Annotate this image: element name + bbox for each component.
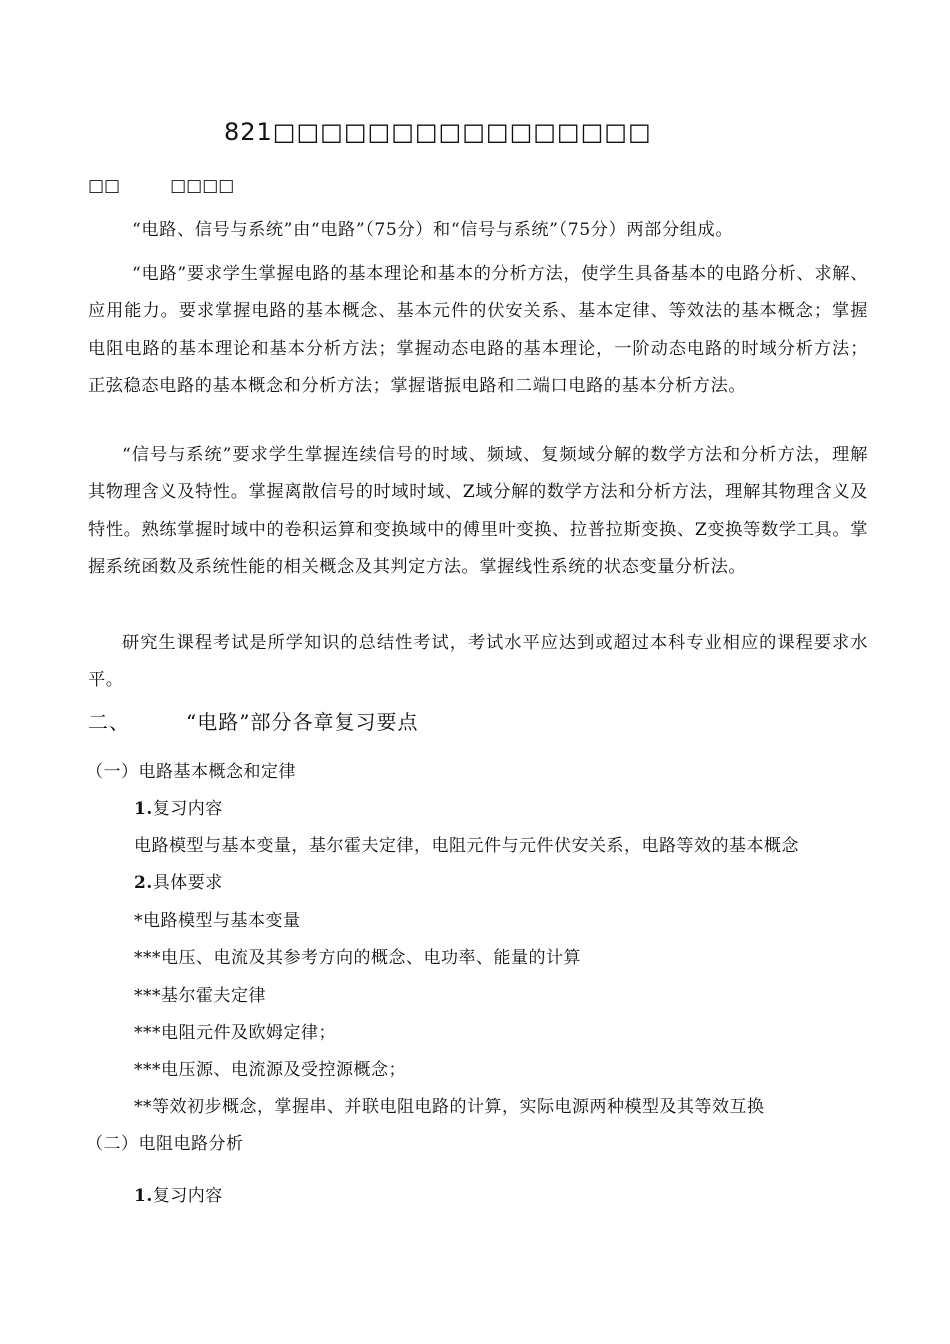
requirement-item: ***电压源、电流源及受控源概念； bbox=[134, 1060, 406, 1080]
chapter1-requirements-heading bbox=[134, 868, 223, 893]
chapter1-requirements-label: 具体要求 bbox=[152, 873, 223, 893]
intro-paragraph: “电路、信号与系统”由“电路”（75分）和“信号与系统”（75分）两部分组成。 bbox=[132, 220, 734, 240]
section-number: 二、 bbox=[88, 710, 130, 734]
chapter2-title: （二）电阻电路分析 bbox=[86, 1134, 244, 1154]
document-title: 821□□□□□□□□□□□□□□□□ bbox=[224, 118, 652, 146]
meta-line bbox=[88, 176, 234, 196]
chapter1-review-heading bbox=[134, 794, 223, 819]
meta-right: □□□□ bbox=[170, 176, 235, 196]
requirement-item: *电路模型与基本变量 bbox=[134, 911, 301, 931]
chapter2-review-label: 复习内容 bbox=[152, 1186, 223, 1206]
circuit-requirements-paragraph: “电路”要求学生掌握电路的基本理论和基本的分析方法，使学生具备基本的电路分析、求解、应用能力。要求掌握电路的基本概念、基本元件的伏安关系、基本定律、等效法的基本概念；掌握电阻电路的基本理论和基本分析方法；掌握动态电路的基本理论，一阶动态电路的时域分析方法；正弦稳态电路的基本概念和分析方法；掌握谐振电路和二端口电路的基本分析方法。 bbox=[88, 264, 868, 396]
signal-requirements-paragraph: “信号与系统”要求学生掌握连续信号的时域、频域、复频域分解的数学方法和分析方法，理解其物理含义及特性。掌握离散信号的时域时域、Z域分解的数学方法和分析方法，理解其物理含义及特性。熟练掌握时域中的卷积运算和变换域中的傅里叶变换、拉普拉斯变换、Z变换等数学工具。掌握系统函数及系统性能的相关概念及其判定方法。掌握线性系统的状态变量分析法。 bbox=[88, 445, 868, 577]
meta-left: □□ bbox=[88, 176, 121, 196]
chapter1-review-label: 复习内容 bbox=[152, 799, 223, 819]
section-title: “电路”部分各章复习要点 bbox=[186, 710, 419, 734]
section-heading bbox=[88, 706, 418, 735]
requirement-item: **等效初步概念，掌握串、并联电阻电路的计算，实际电源两种模型及其等效互换 bbox=[134, 1097, 765, 1117]
requirement-item: ***基尔霍夫定律 bbox=[134, 986, 266, 1006]
exam-paragraph: 研究生课程考试是所学知识的总结性考试，考试水平应达到或超过本科专业相应的课程要求水平。 bbox=[88, 633, 868, 691]
chapter1-title: （一）电路基本概念和定律 bbox=[86, 762, 296, 782]
requirement-item: ***电压、电流及其参考方向的概念、电功率、能量的计算 bbox=[134, 948, 581, 968]
chapter2-review-number: 1. bbox=[134, 1186, 153, 1206]
chapter1-review-number: 1. bbox=[134, 799, 153, 819]
requirement-item: ***电阻元件及欧姆定律； bbox=[134, 1023, 336, 1043]
chapter2-review-heading bbox=[134, 1181, 223, 1206]
chapter1-review-text: 电路模型与基本变量，基尔霍夫定律，电阻元件与元件伏安关系，电路等效的基本概念 bbox=[134, 836, 799, 856]
chapter1-requirements-number: 2. bbox=[134, 873, 153, 893]
